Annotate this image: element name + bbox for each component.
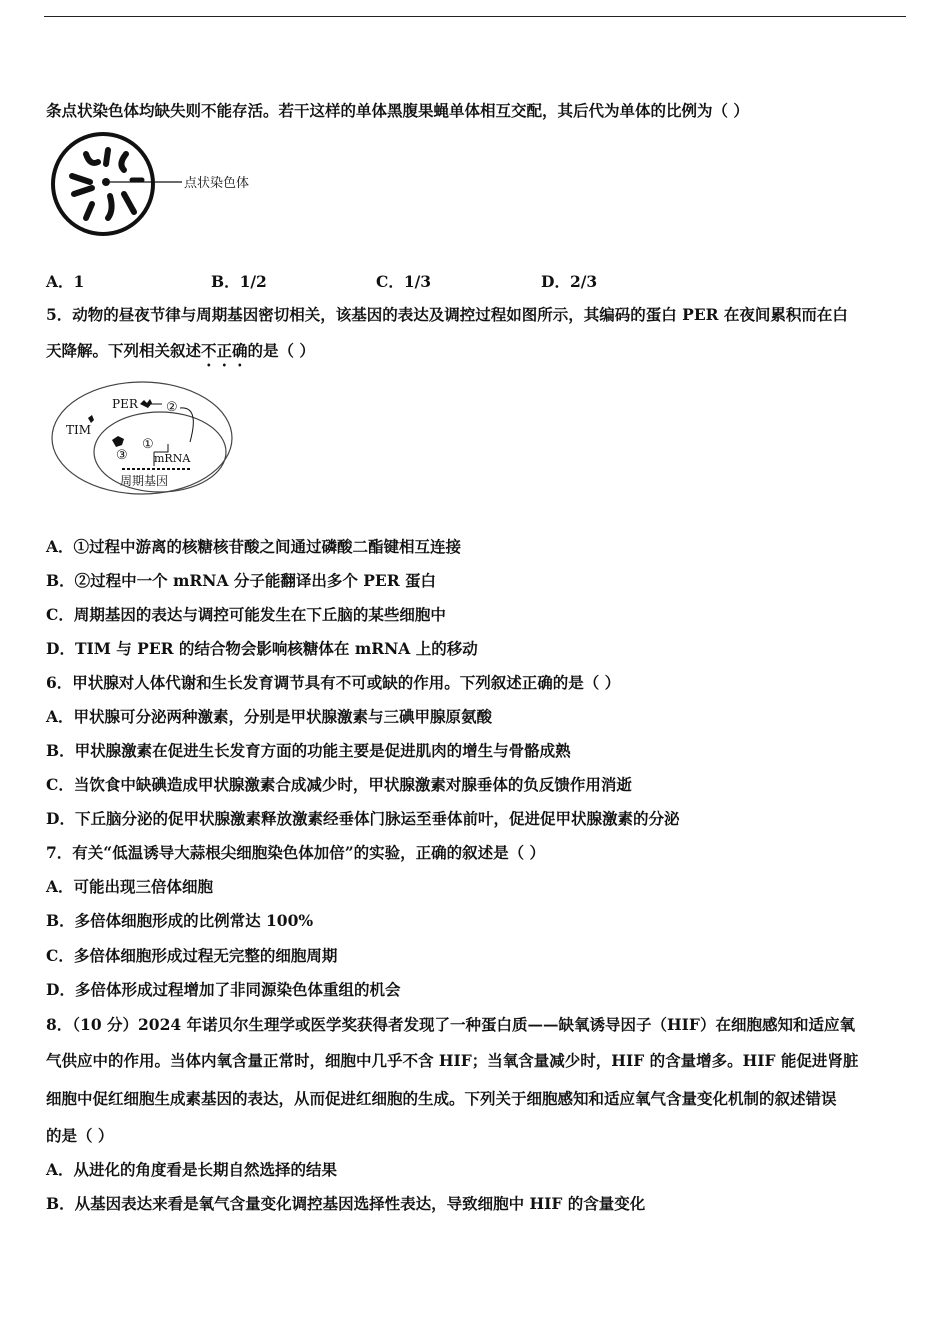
q7-option-b: B．多倍体细胞形成的比例常达 100% xyxy=(46,911,314,930)
q6-option-b: B．甲状腺激素在促进生长发育方面的功能主要是促进肌肉的增生与骨骼成熟 xyxy=(46,741,571,760)
q5-option-a: A．①过程中游离的核糖核苷酸之间通过磷酸二酯键相互连接 xyxy=(46,537,462,556)
q8-stem-line1: 8．（10 分）2024 年诺贝尔生理学或医学奖获得者发现了一种蛋白质——缺氧诱导因子（HIF）在细胞感知和适应氧 xyxy=(46,1015,855,1034)
step3-label: ③ xyxy=(116,448,128,463)
chromosome-figure xyxy=(50,132,270,242)
figure-label: 点状染色体 xyxy=(184,176,250,191)
q6-option-c: C．当饮食中缺碘造成甲状腺激素合成减少时，甲状腺激素对腺垂体的负反馈作用消逝 xyxy=(46,775,632,794)
step2-label: ② xyxy=(166,400,178,415)
q4-option-d: D．2/3 xyxy=(541,272,598,291)
per-label: PER xyxy=(112,397,138,411)
q4-option-c: C．1/3 xyxy=(376,272,432,291)
q4-option-a: A．1 xyxy=(46,272,85,291)
q5-option-d: D．TIM 与 PER 的结合物会影响核糖体在 mRNA 上的移动 xyxy=(46,639,478,658)
q8-option-b: B．从基因表达来看是氧气含量变化调控基因选择性表达，导致细胞中 HIF 的含量变化 xyxy=(46,1194,646,1213)
q6-option-d: D．下丘脑分泌的促甲状腺激素释放激素经垂体门脉运至垂体前叶，促进促甲状腺激素的分泌 xyxy=(46,809,680,828)
q7-stem: 7．有关“低温诱导大蒜根尖细胞染色体加倍”的实验，正确的叙述是（ ） xyxy=(46,843,546,862)
q5-stem-line1: 5．动物的昼夜节律与周期基因密切相关，该基因的表达及调控过程如图所示，其编码的蛋白 PER 在夜间累积而在白 xyxy=(46,305,848,324)
q6-option-a: A．甲状腺可分泌两种激素，分别是甲状腺激素与三碘甲腺原氨酸 xyxy=(46,707,493,726)
gene-label: 周期基因 xyxy=(120,474,169,488)
mrna-label: mRNA xyxy=(154,452,191,465)
q8-stem-line3: 细胞中促红细胞生成素基因的表达，从而促进红细胞的生成。下列关于细胞感知和适应氧气含量变化机制的叙述错误 xyxy=(46,1089,837,1108)
q7-option-c: C．多倍体细胞形成过程无完整的细胞周期 xyxy=(46,946,338,965)
q8-option-a: A．从进化的角度看是长期自然选择的结果 xyxy=(46,1160,338,1179)
q4-options xyxy=(46,270,746,290)
q5-option-b: B．②过程中一个 mRNA 分子能翻译出多个 PER 蛋白 xyxy=(46,571,437,590)
per-regulation-figure xyxy=(50,380,250,500)
q8-stem-line2: 气供应中的作用。当体内氧含量正常时，细胞中几乎不含 HIF；当氧含量减少时，HIF 的含量增多。HIF 能促进肾脏 xyxy=(46,1051,859,1070)
q7-option-d: D．多倍体形成过程增加了非同源染色体重组的机会 xyxy=(46,980,401,999)
q4-stem: 条点状染色体均缺失则不能存活。若干这样的单体黑腹果蝇单体相互交配，其后代为单体的比例为（ ） xyxy=(46,101,749,120)
header-rule xyxy=(44,16,906,17)
q5-stem-line2: 天降解。下列相关叙述不正确的是（ ） xyxy=(46,341,315,360)
tim-label: TIM xyxy=(66,423,92,437)
step1-label: ① xyxy=(142,437,154,452)
q7-option-a: A．可能出现三倍体细胞 xyxy=(46,877,214,896)
emphasis-not-correct: 不正确 xyxy=(201,341,248,360)
q5-option-c: C．周期基因的表达与调控可能发生在下丘脑的某些细胞中 xyxy=(46,605,446,624)
q8-stem-line4: 的是（ ） xyxy=(46,1126,114,1145)
q6-stem: 6．甲状腺对人体代谢和生长发育调节具有不可或缺的作用。下列叙述正确的是（ ） xyxy=(46,673,621,692)
q4-option-b: B．1/2 xyxy=(211,272,267,291)
